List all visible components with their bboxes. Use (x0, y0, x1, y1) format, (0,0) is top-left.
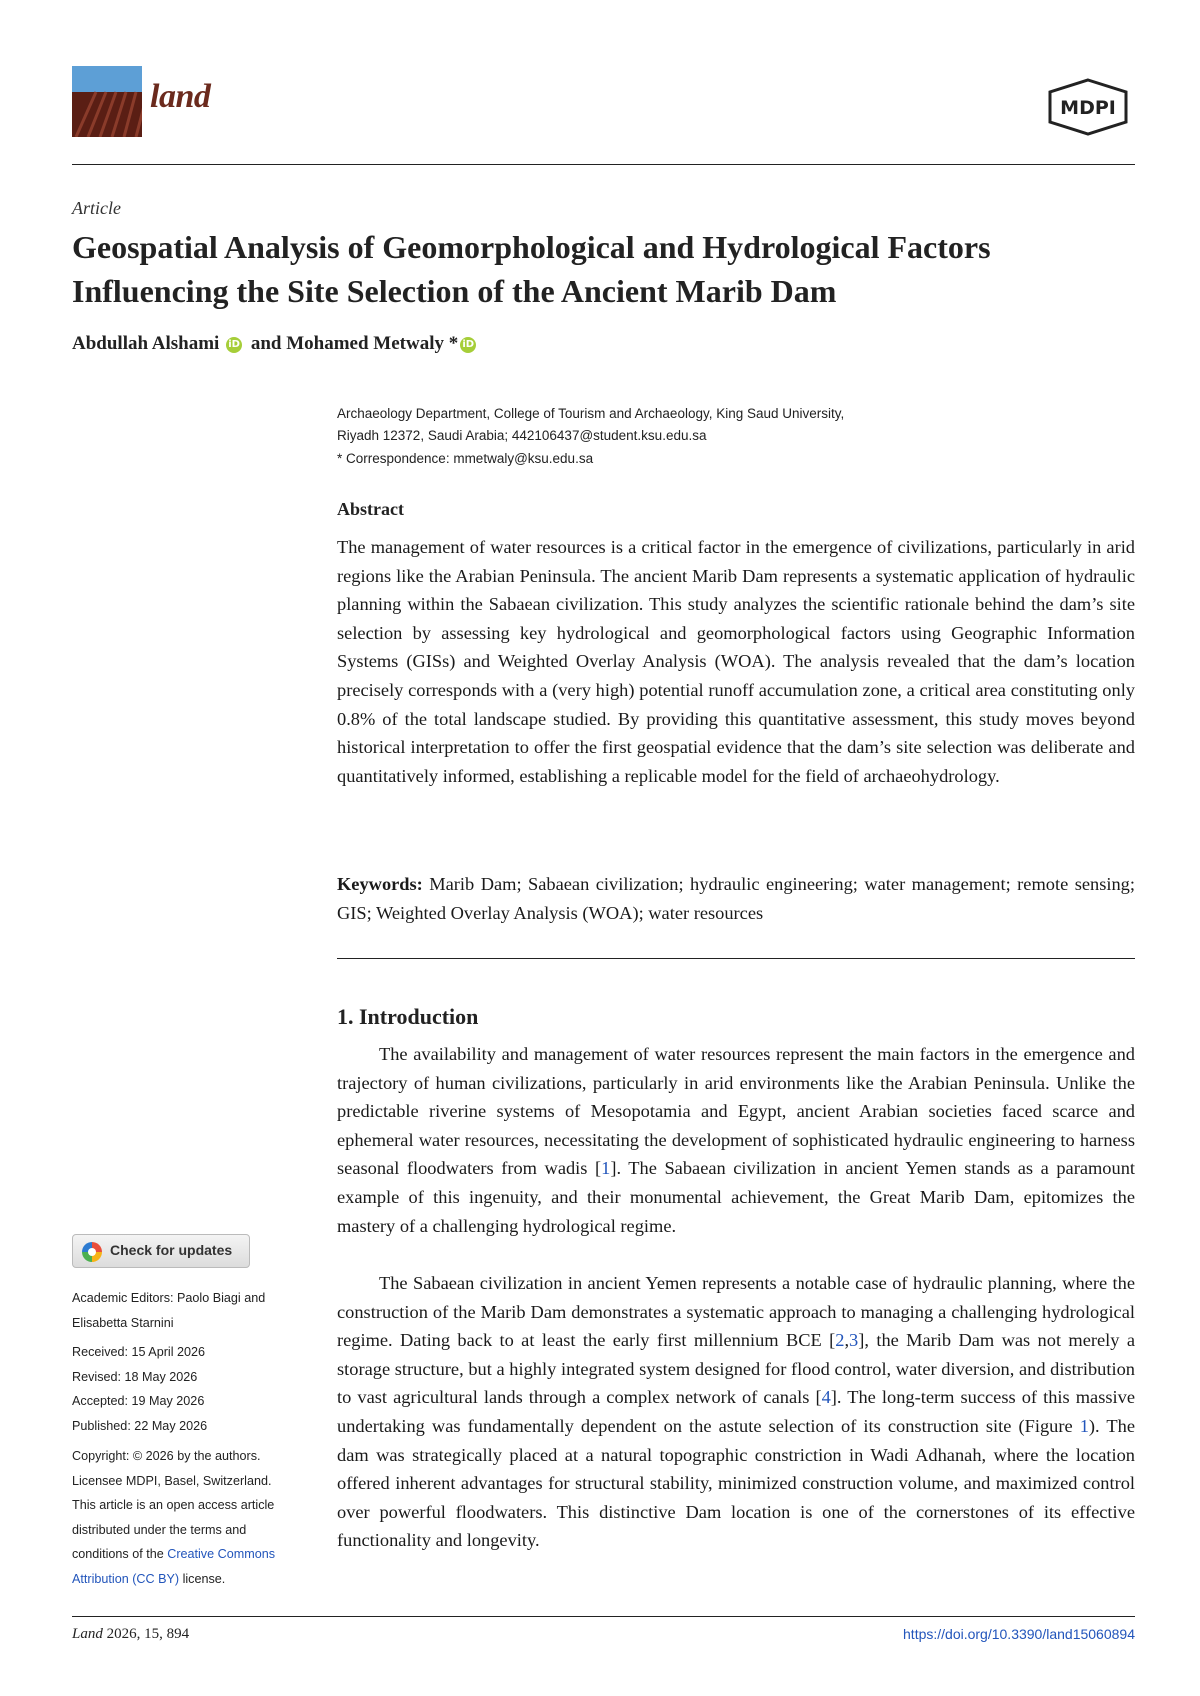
section-heading: 1. Introduction (337, 1004, 479, 1029)
copyright-text: Licensee MDPI, Basel, Switzerland. (72, 1473, 272, 1488)
publisher-logo (1046, 78, 1130, 136)
svg-text:MDPI: MDPI (1060, 97, 1116, 119)
received-date: Received: 15 April 2026 (72, 1345, 206, 1359)
article-dates (72, 1340, 312, 1438)
footer-citation (72, 1626, 189, 1643)
license-link[interactable]: Attribution (CC BY) (72, 1571, 180, 1586)
copyright-notice (72, 1444, 312, 1591)
check-updates-icon (82, 1242, 102, 1262)
citation-link[interactable]: 1 (601, 1158, 611, 1179)
footer-citation-text: 2026, 15, 894 (102, 1626, 190, 1642)
academic-editors (72, 1286, 312, 1335)
author-name: Abdullah Alshami (72, 333, 220, 354)
corresponding-mark: * (448, 333, 459, 354)
copyright-text: conditions of the (72, 1547, 168, 1561)
license-link[interactable]: Creative Commons (167, 1547, 275, 1561)
footer-rule (72, 1616, 1135, 1617)
keywords-text: Marib Dam; Sabaean civilization; hydraulic engineering; water management; remote sensing; GIS; Weighted Overlay Analysis (WOA); water resources (337, 874, 1135, 923)
article-title: Geospatial Analysis of Geomorphological and Hydrological Factors Influencing the Site Selection of the Ancient Marib Dam (72, 229, 991, 309)
keywords (337, 870, 1135, 927)
body-paragraph (337, 1269, 1135, 1555)
section-rule (337, 958, 1135, 959)
citation-link[interactable]: 3 (849, 1330, 859, 1351)
journal-name: land (150, 78, 211, 115)
citation-link[interactable]: 4 (821, 1387, 831, 1408)
affiliation-line: Archaeology Department, College of Tourism and Archaeology, King Saud University, (337, 406, 845, 421)
copyright-text: distributed under the terms and (72, 1522, 247, 1537)
paragraph-text: The Sabaean civilization in ancient Yemen represents a notable case of hydraulic planning, where the construction of the Marib Dam demonstrates a systematic approach to managing a challenging hydrological regime. Dating back to at least the early first millennium BCE [ (337, 1273, 1135, 1351)
accepted-date: Accepted: 19 May 2026 (72, 1394, 205, 1408)
header-rule (72, 164, 1135, 165)
paragraph-text: The availability and management of water resources represent the main factors in the emergence and trajectory of human civilizations, particularly in arid environments like the Arabian Peninsula. Unlike the predictable riverine systems of Mesopotamia and Egypt, ancient Arabian societies faced scarce and ephemeral water resources, necessitating the development of sophisticated hydraulic engineering to harness seasonal floodwaters from wadis [ (337, 1044, 1135, 1179)
copyright-text: This article is an open access article (72, 1498, 275, 1512)
paragraph-text: , (844, 1330, 850, 1351)
body-paragraph (337, 1040, 1135, 1240)
check-updates-label: Check for updates (110, 1242, 233, 1258)
correspondence-line: * Correspondence: mmetwaly@ksu.edu.sa (337, 451, 594, 466)
affiliation-line: Riyadh 12372, Saudi Arabia; 442106437@student.ksu.edu.sa (337, 428, 707, 443)
figure-link[interactable]: 1 (1079, 1415, 1089, 1436)
editors-text: Elisabetta Starnini (72, 1315, 174, 1330)
paragraph-text: ). The dam was strategically placed at a natural topographic constriction in Wadi Adhanah, where the location offered inherent advantages for structural stability, minimized construction volume, and maximized control over powerful floodwaters. This distinctive Dam location is one of the cornerstones of its effective functionality and longevity. (337, 1415, 1135, 1551)
orcid-icon[interactable]: iD (226, 337, 242, 353)
editors-text: Academic Editors: Paolo Biagi and (72, 1291, 266, 1305)
citation-link[interactable]: 2 (835, 1330, 845, 1351)
doi-link[interactable]: https://doi.org/10.3390/land15060894 (903, 1626, 1135, 1642)
check-for-updates-button[interactable] (72, 1234, 250, 1268)
copyright-text: license. (179, 1571, 226, 1586)
revised-date: Revised: 18 May 2026 (72, 1369, 198, 1384)
published-date: Published: 22 May 2026 (72, 1418, 208, 1433)
copyright-text: Copyright: © 2026 by the authors. (72, 1449, 261, 1463)
article-type: Article (72, 198, 121, 218)
author-list (72, 333, 480, 355)
paragraph-text: ]. The Sabaean civilization in ancient Yemen stands as a paramount example of this ingenuity, and their monumental achievement, the Great Marib Dam, epitomizes the mastery of a challenging hydrological regime. (337, 1158, 1135, 1236)
orcid-icon[interactable]: iD (460, 337, 476, 353)
keywords-label: Keywords: (337, 874, 423, 894)
author-name: Mohamed Metwaly (286, 333, 444, 354)
abstract-heading: Abstract (337, 499, 404, 519)
footer-journal: Land (72, 1626, 103, 1642)
abstract-text: The management of water resources is a critical factor in the emergence of civilizations, particularly in arid regions like the Arabian Peninsula. The ancient Marib Dam represents a systematic application of hydraulic planning within the Sabaean civilization. This study analyzes the scientific rationale behind the dam’s site selection by assessing key hydrological and geomorphological factors using Geographic Information Systems (GISs) and Weighted Overlay Analysis (WOA). The analysis revealed that the dam’s location precisely corresponds with a (very high) potential runoff accumulation zone, a critical area constituting only 0.8% of the total landscape studied. By providing this quantitative assessment, this study moves beyond historical interpretation to offer the first geospatial evidence that the dam’s site selection was deliberate and quantitatively informed, establishing a replicable model for the field of archaeohydrology. (337, 537, 1135, 786)
journal-logo (72, 66, 142, 137)
paragraph-text: ], the Marib Dam was not merely a storage structure, but a highly integrated system designed for flood control, water diversion, and distribution to vast agricultural lands through a complex network of canals [ (337, 1330, 1135, 1408)
author-connector: and (250, 333, 282, 354)
paragraph-text: ]. The long-term success of this massive undertaking was fundamentally dependent on the astute selection of its construction site (Figure (337, 1387, 1135, 1436)
